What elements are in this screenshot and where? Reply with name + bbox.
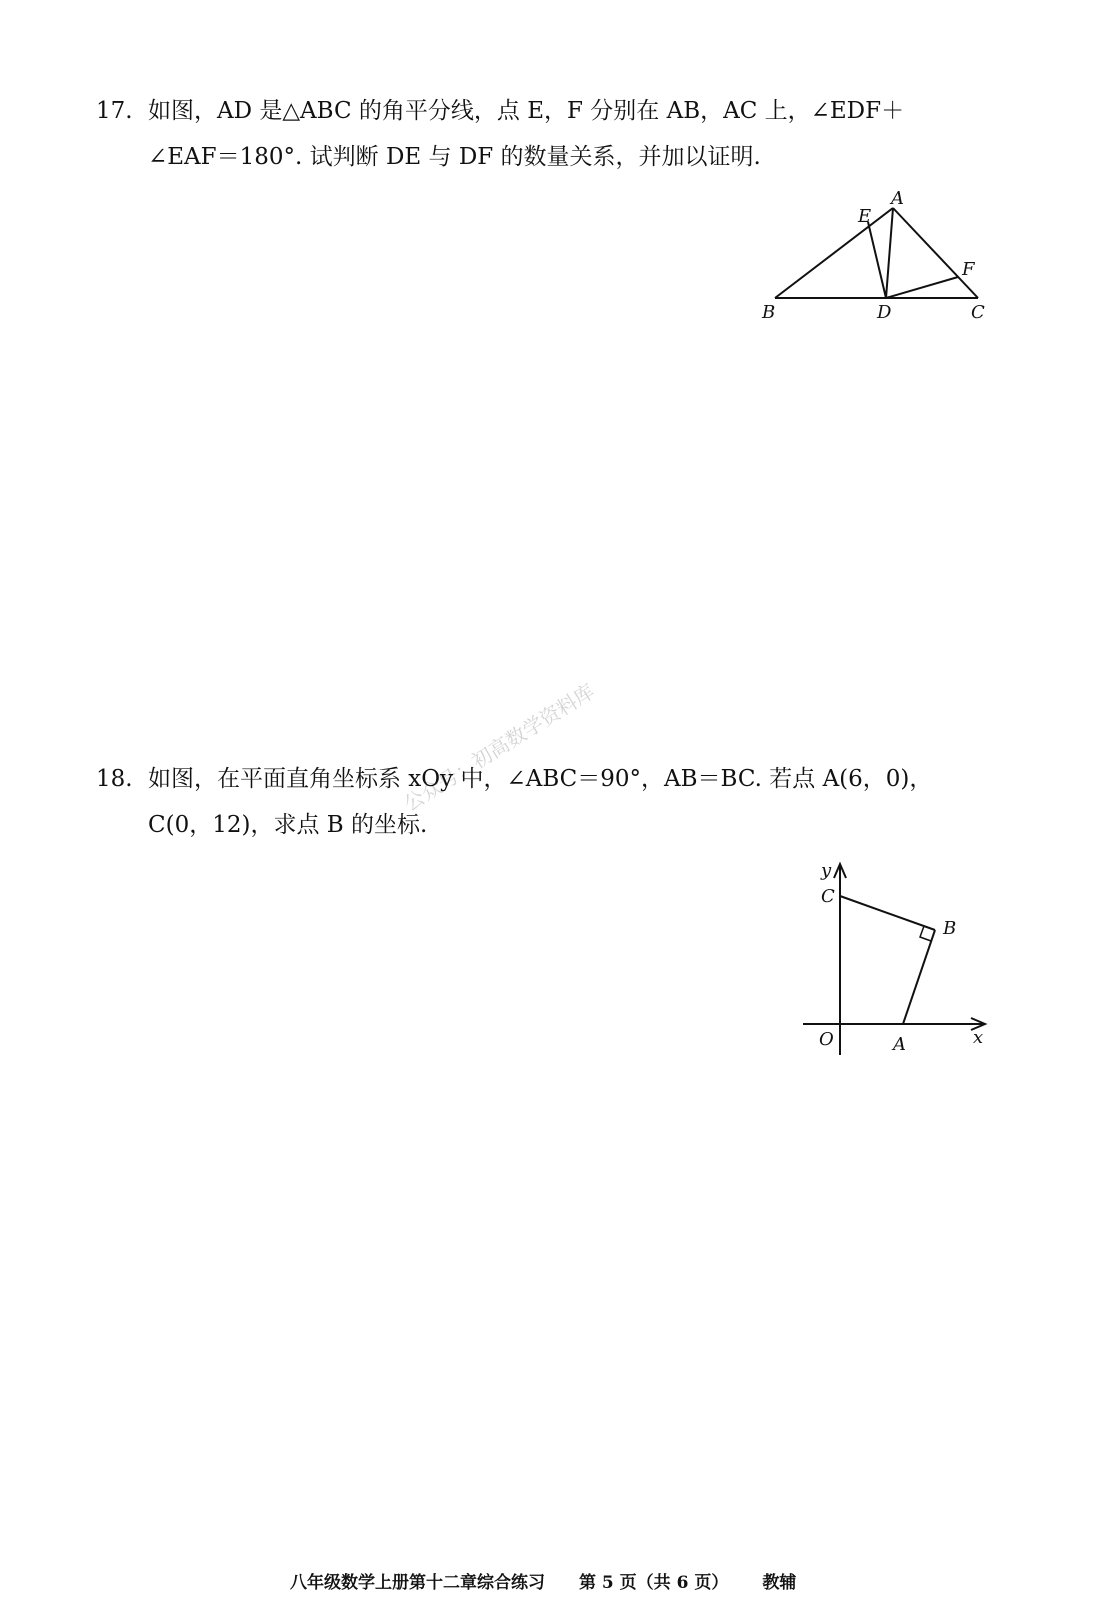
problem-18-figure [795,850,1005,1069]
problem-18-line-2: C(0，12)，求点 B 的坐标. [148,812,428,838]
problem-17-line-2: ∠EAF＝180°. 试判断 DE 与 DF 的数量关系，并加以证明. [148,144,761,170]
segment-DE [868,222,886,298]
problem-17-number: 17. [96,98,133,124]
label-E: E [858,206,872,227]
label-x: x [973,1027,984,1048]
problem-17-line-1 [96,88,1016,134]
problem-17 [96,88,1016,180]
problem-18 [96,756,1016,848]
watermark: 公众号：初高数学资料库 [399,679,599,816]
footer-tail: 教辅 [762,1573,797,1593]
problem-17-text-1: 如图，AD 是△ABC 的角平分线，点 E，F 分别在 AB，AC 上，∠EDF＋ [148,98,905,124]
footer-course: 八年级数学上册第十二章综合练习 [290,1573,545,1593]
label-B: B [943,918,957,939]
problem-18-text-1: 如图，在平面直角坐标系 xOy 中，∠ABC＝90°，AB＝BC. 若点 A(6，0)， [148,766,933,792]
label-C: C [971,302,985,323]
segment-AD [886,208,893,298]
label-y: y [821,860,832,881]
label-B: B [762,302,776,323]
label-O: O [819,1029,834,1050]
footer-page-number: 第 5 页（共 6 页） [579,1573,729,1593]
segment-BA [903,930,935,1024]
segment-DF [886,277,958,298]
label-C: C [821,886,835,907]
label-F: F [962,259,975,280]
label-A: A [891,188,904,209]
segment-CB [840,896,935,930]
problem-18-line-1 [96,756,1016,802]
label-D: D [877,302,892,323]
problem-18-number: 18. [96,766,133,792]
page-footer [290,1568,830,1593]
label-A: A [893,1034,906,1055]
problem-17-figure [750,185,1000,334]
